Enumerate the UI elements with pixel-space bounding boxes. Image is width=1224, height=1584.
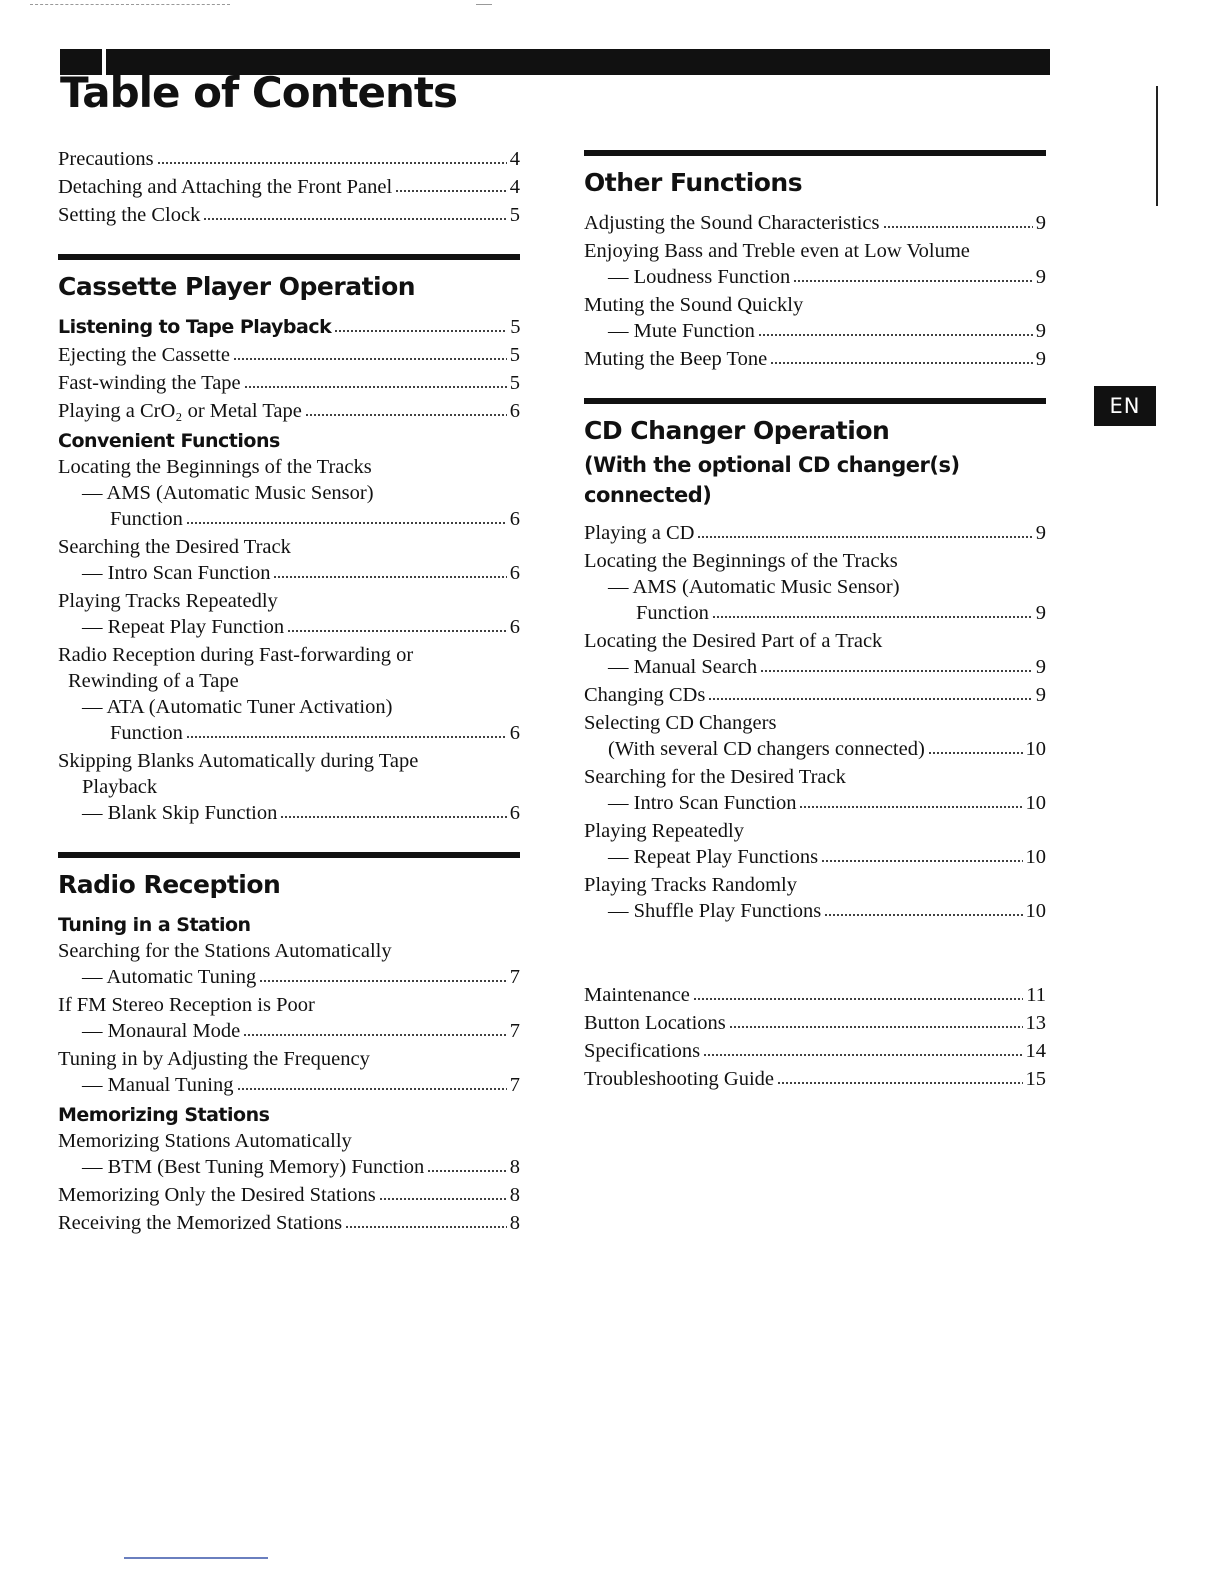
subsection-heading: Convenient Functions bbox=[58, 430, 280, 452]
toc-entry[interactable]: Fast-winding the Tape 5 bbox=[58, 372, 520, 394]
toc-heading-entry[interactable]: Listening to Tape Playback 5 bbox=[58, 316, 520, 338]
toc-entry[interactable]: Changing CDs 9 bbox=[584, 684, 1046, 706]
left-column bbox=[58, 146, 520, 1236]
section-title: CD Changer Operation bbox=[584, 416, 890, 445]
subsection-heading: Memorizing Stations bbox=[58, 1104, 270, 1126]
toc-entry[interactable]: Playing Tracks Randomly — Shuffle Play Functions 10 bbox=[584, 874, 1046, 922]
appendix-list bbox=[584, 982, 1046, 1092]
scan-artifact bbox=[30, 4, 230, 6]
toc-entry[interactable]: Detaching and Attaching the Front Panel 4 bbox=[58, 176, 520, 198]
toc-entry[interactable]: Maintenance 11 bbox=[584, 984, 1046, 1006]
section-cd bbox=[584, 398, 1046, 924]
toc-entry[interactable]: Playing a CrO₂ or Metal Tape 6 bbox=[58, 400, 520, 422]
toc-entry[interactable]: Searching for the Stations Automatically — Automatic Tuning 7 bbox=[58, 940, 520, 988]
toc-entry[interactable]: Memorizing Only the Desired Stations 8 bbox=[58, 1184, 520, 1206]
section-title: Cassette Player Operation bbox=[58, 272, 416, 301]
toc-entry[interactable]: Memorizing Stations Automatically — BTM (Best Tuning Memory) Function 8 bbox=[58, 1130, 520, 1178]
section-title: Other Functions bbox=[584, 168, 803, 197]
toc-entry[interactable]: Troubleshooting Guide 15 bbox=[584, 1068, 1046, 1090]
toc-entry[interactable]: Playing Tracks Repeatedly — Repeat Play Function 6 bbox=[58, 590, 520, 638]
toc-entry[interactable]: Muting the Sound Quickly — Mute Function 9 bbox=[584, 294, 1046, 342]
toc-entry[interactable]: Receiving the Memorized Stations 8 bbox=[58, 1212, 520, 1234]
toc-entry[interactable]: Ejecting the Cassette 5 bbox=[58, 344, 520, 366]
toc-entry[interactable]: Searching for the Desired Track — Intro Scan Function 10 bbox=[584, 766, 1046, 814]
toc-entry[interactable]: Tuning in by Adjusting the Frequency — Manual Tuning 7 bbox=[58, 1048, 520, 1096]
toc-entry[interactable]: Specifications 14 bbox=[584, 1040, 1046, 1062]
toc-entry[interactable]: Skipping Blanks Automatically during Tape Playback — Blank Skip Function 6 bbox=[58, 750, 520, 824]
toc-entry[interactable]: If FM Stereo Reception is Poor — Monaural Mode 7 bbox=[58, 994, 520, 1042]
right-column bbox=[584, 150, 1046, 1092]
toc-entry[interactable]: Searching the Desired Track — Intro Scan Function 6 bbox=[58, 536, 520, 584]
toc-entry[interactable]: Radio Reception during Fast-forwarding or Rewinding of a Tape — ATA (Automatic Tuner Activation) Function 6 bbox=[58, 644, 520, 744]
page-title: Table of Contents bbox=[60, 68, 458, 117]
margin-line bbox=[1156, 86, 1158, 206]
toc-entry[interactable]: Locating the Beginnings of the Tracks — AMS (Automatic Music Sensor) Function 6 bbox=[58, 456, 520, 530]
section-radio bbox=[58, 852, 520, 1236]
toc-entry[interactable]: Enjoying Bass and Treble even at Low Volume — Loudness Function 9 bbox=[584, 240, 1046, 288]
toc-entry[interactable]: Adjusting the Sound Characteristics 9 bbox=[584, 212, 1046, 234]
section-subtitle: (With the optional CD changer(s) connected) bbox=[584, 453, 960, 507]
toc-entry[interactable]: Selecting CD Changers (With several CD changers connected) 10 bbox=[584, 712, 1046, 760]
toc-entry[interactable]: Precautions 4 bbox=[58, 148, 520, 170]
section-other bbox=[584, 150, 1046, 372]
toc-entry[interactable]: Setting the Clock 5 bbox=[58, 204, 520, 226]
scan-artifact bbox=[476, 4, 492, 5]
scan-artifact bbox=[124, 1557, 268, 1559]
toc-entry[interactable]: Button Locations 13 bbox=[584, 1012, 1046, 1034]
toc-entry[interactable]: Playing Repeatedly — Repeat Play Functions 10 bbox=[584, 820, 1046, 868]
toc-entry[interactable]: Playing a CD 9 bbox=[584, 522, 1046, 544]
section-cassette bbox=[58, 254, 520, 826]
toc-entry[interactable]: Locating the Beginnings of the Tracks — AMS (Automatic Music Sensor) Function 9 bbox=[584, 550, 1046, 624]
section-title: Radio Reception bbox=[58, 870, 281, 899]
subsection-heading: Tuning in a Station bbox=[58, 914, 251, 936]
language-tab: EN bbox=[1094, 386, 1156, 426]
toc-entry[interactable]: Locating the Desired Part of a Track — Manual Search 9 bbox=[584, 630, 1046, 678]
toc-entry[interactable]: Muting the Beep Tone 9 bbox=[584, 348, 1046, 370]
